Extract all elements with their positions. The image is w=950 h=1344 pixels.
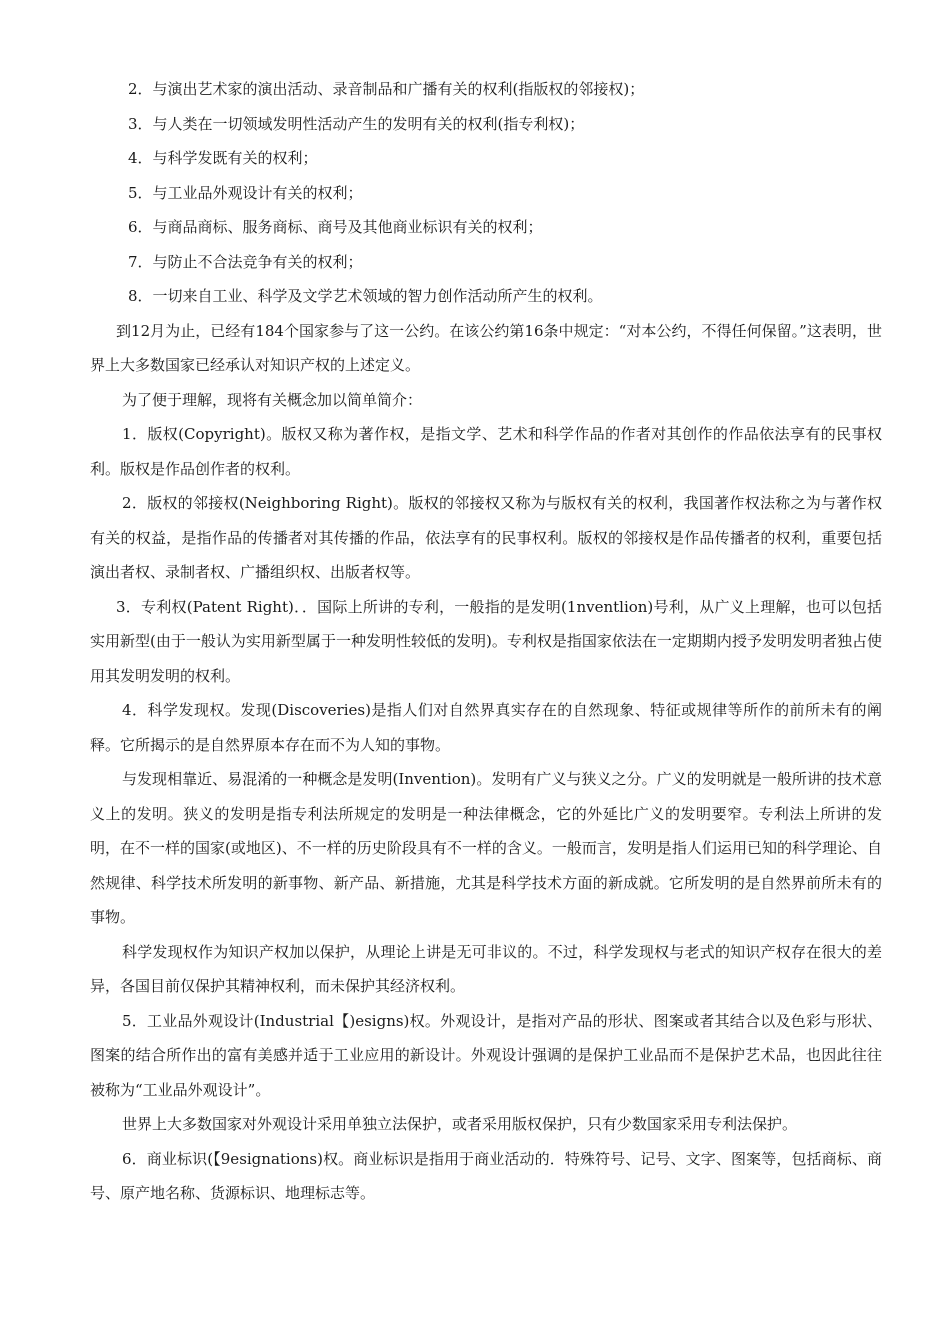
paragraph-patent-right: 3．专利权(Patent Right)．．国际上所讲的专利，一般指的是发明(1nventlion)号利，从广义上理解，也可以包括实用新型(由于一般认为实用新型属于一种发明性较低的发明)。专利权是指国家依法在一定期期内授予发明发明者独占使用其发明发明的权利。 xyxy=(90,597,882,685)
list-item-neighboring-rights: 2．与演出艺术家的演出活动、录音制品和广播有关的权利(指版权的邻接权)； xyxy=(128,80,645,98)
paragraph-neighboring-right: 2．版权的邻接权(Neighboring Right)。版权的邻接权又称为与版权有关的权利，我国著作权法称之为与著作权有关的权益，是指作品的传播者对其传播的作品，依法享有的民事权利。版权的邻接权是作品传播者的权利，重要包括演出者权、录制者权、广播组织权、出版者权等。 xyxy=(90,494,882,581)
paragraph-discovery-right: 4．科学发现权。发现(Discoveries)是指人们对自然界真实存在的自然现象、特征或规律等所作的前所未有的阐释。它所揭示的是自然界原本存在而不为人知的事物。 xyxy=(90,701,882,754)
list-item-intellectual-creation: 8．一切来自工业、科学及文学艺术领域的智力创作活动所产生的权利。 xyxy=(128,287,603,305)
paragraph-industrial-design: 5．工业品外观设计(Industrial【)esigns)权。外观设计，是指对产品的形状、图案或者其结合以及色彩与形状、图案的结合所作出的富有美感并适于工业应用的新设计。外观设计强调的是保护工业品而不是保护艺术品，也因此往往被称为“工业品外观设计”。 xyxy=(90,1011,882,1099)
paragraph-discovery-protection: 科学发现权作为知识产权加以保护，从理论上讲是无可非议的。不过，科学发现权与老式的知识产权存在很大的差异，各国目前仅保护其精神权利，而未保护其经济权利。 xyxy=(90,942,882,995)
paragraph-intro-concepts: 为了便于理解，现将有关概念加以简单简介： xyxy=(122,390,423,409)
list-item-discovery-rights: 4．与科学发既有关的权利； xyxy=(128,149,318,167)
list-item-design-rights: 5．与工业品外观设计有关的权利； xyxy=(128,183,363,202)
list-item-patent-rights: 3．与人类在一切领域发明性活动产生的发明有关的权利(指专利权)； xyxy=(128,114,585,133)
paragraph-design-protection: 世界上大多数国家对外观设计采用单独立法保护，或者采用版权保护，只有少数国家采用专利法保护。 xyxy=(122,1115,798,1133)
list-item-unfair-competition: 7．与防止不合法竞争有关的权利； xyxy=(128,252,363,271)
list-item-trademark-rights: 6．与商品商标、服务商标、商号及其他商业标识有关的权利； xyxy=(128,218,543,236)
paragraph-invention: 与发现相靠近、易混淆的一种概念是发明(Invention)。发明有广义与狭义之分。广义的发明就是一般所讲的技术意义上的发明。狭义的发明是指专利法所规定的发明是一种法律概念，它的外延比广义的发明要窄。专利法上所讲的发明，在不一样的国家(或地区)、不一样的历史阶段具有不一样的含义。一般而言，发明是指人们运用已知的科学理论、自然规律、科学技术所发明的新事物、新产品、新措施，尤其是科学技术方面的新成就。它所发明的是自然界前所未有的事物。 xyxy=(90,770,882,926)
paragraph-commercial-designations: 6．商业标识(【9esignations)权。商业标识是指用于商业活动的．特殊符号、记号、文字、图案等，包括商标、商号、原产地名称、货源标识、地理标志等。 xyxy=(90,1149,882,1202)
paragraph-convention-members: 到12月为止，已经有184个国家参与了这一公约。在该公约第16条中规定：“对本公约，不得任何保留。”这表明，世界上大多数国家已经承认对知识产权的上述定义。 xyxy=(90,321,882,374)
paragraph-copyright: 1．版权(Copyright)。版权又称为著作权，是指文学、艺术和科学作品的作者对其创作的作品依法享有的民事权利。版权是作品创作者的权利。 xyxy=(90,425,882,478)
